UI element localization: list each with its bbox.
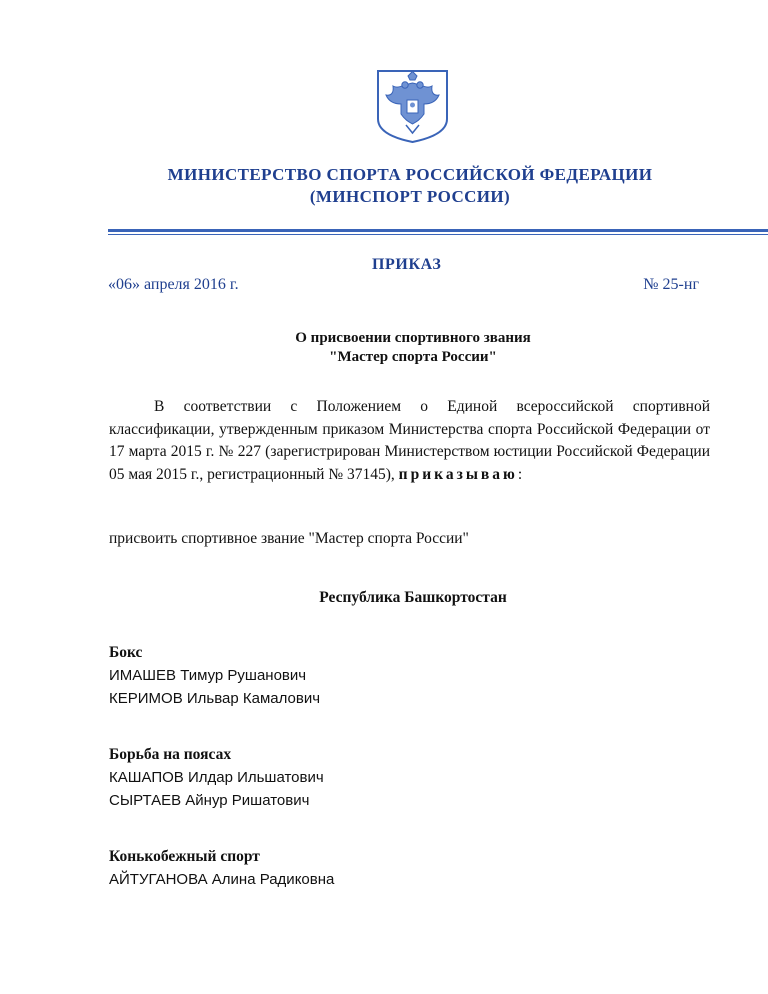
- order-date: «06» апреля 2016 г.: [108, 276, 239, 293]
- athlete-name: КЕРИМОВ Ильвар Камалович: [109, 690, 321, 707]
- sport-section: [109, 845, 334, 891]
- header-divider-thick: [108, 229, 768, 232]
- header-divider-thin: [108, 234, 768, 235]
- preamble-paragraph: [109, 396, 710, 486]
- coat-of-arms-icon: [372, 67, 453, 144]
- preamble-text: В соответствии с Положением о Единой всероссийской спортивной классификации, утвержденным приказом Министерства спорта Российской Федерации от 17 марта 2015 г. № 227 (зарегистрирован Министерством юстиции Российской Федерации 05 мая 2015 г., регистрационный № 37145),: [109, 398, 710, 483]
- preamble-tail: :: [517, 465, 523, 483]
- sport-name: Конькобежный спорт: [109, 848, 260, 865]
- sport-name: Борьба на поясах: [109, 746, 232, 763]
- ministry-name: МИНИСТЕРСТВО СПОРТА РОССИЙСКОЙ ФЕДЕРАЦИИ: [167, 165, 653, 184]
- region-heading: Республика Башкортостан: [319, 589, 507, 606]
- decision-text: присвоить спортивное звание "Мастер спорта России": [109, 530, 469, 547]
- sport-section: [109, 641, 320, 710]
- order-subject: [108, 329, 718, 367]
- order-word: приказываю: [398, 465, 518, 483]
- sport-section: [109, 743, 324, 812]
- ministry-short-name: (МИНСПОРТ РОССИИ): [309, 187, 511, 206]
- sport-name: Бокс: [109, 644, 143, 661]
- athlete-name: АЙТУГАНОВА Алина Радиковна: [109, 871, 335, 888]
- subject-line-1: О присвоении спортивного звания: [295, 330, 531, 346]
- subject-line-2: "Мастер спорта России": [329, 349, 497, 365]
- athlete-name: КАШАПОВ Илдар Ильшатович: [109, 769, 324, 786]
- order-number: № 25-нг: [643, 276, 699, 293]
- athlete-name: СЫРТАЕВ Айнур Ришатович: [109, 792, 310, 809]
- athlete-name: ИМАШЕВ Тимур Рушанович: [109, 667, 307, 684]
- document-type: ПРИКАЗ: [372, 256, 442, 273]
